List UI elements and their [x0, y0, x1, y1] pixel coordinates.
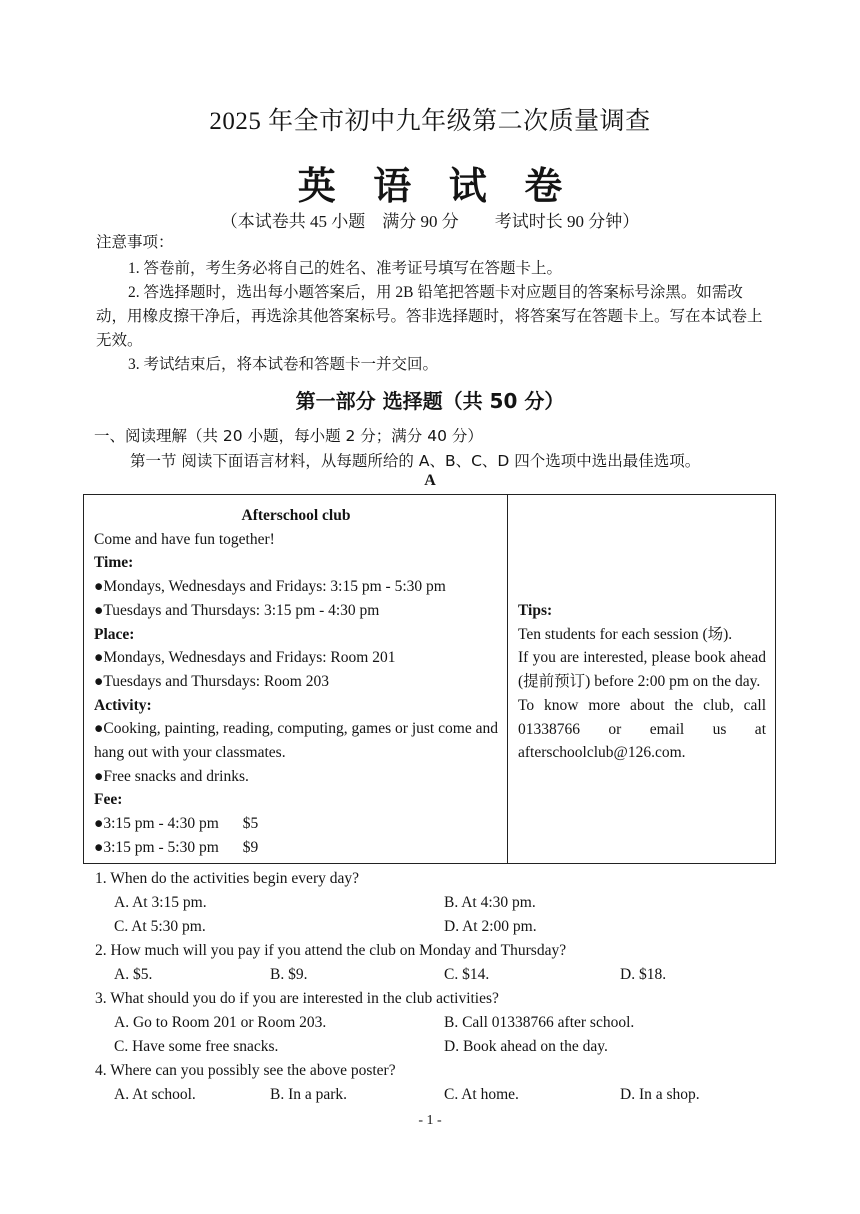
exam-info-questions: （本试卷共 45 小题 满分 90 分 [220, 212, 459, 231]
poster-main-panel [84, 495, 508, 863]
exam-info-time: 考试时长 90 分钟） [494, 212, 640, 231]
notice-item-3: 3. 考试结束后，将本试卷和答题卡一并交回。 [128, 356, 439, 373]
notice-item-2: 2. 答选择题时，选出每小题答案后，用 2B 铅笔把答题卡对应题目的答案标号涂黑。如需改动，用橡皮擦干净后，再选涂其他答案标号。答非选择题时，将答案写在答题卡上。写在本试卷上无效。 [96, 284, 763, 349]
question-4-stem: 4. Where can you possibly see the above poster? [95, 1062, 396, 1079]
page-number: - 1 - [418, 1113, 442, 1128]
question-2-option-b: B. $9. [270, 966, 308, 983]
exam-info [0, 207, 860, 232]
club-poster [83, 494, 776, 864]
question-1-option-b: B. At 4:30 pm. [444, 894, 536, 911]
question-4-option-a: A. At school. [114, 1086, 196, 1103]
question-1-option-c: C. At 5:30 pm. [114, 918, 206, 935]
question-1-option-a: A. At 3:15 pm. [114, 894, 207, 911]
fee-line-1 [94, 812, 498, 836]
subject-title: 英 语 试 卷 [297, 166, 577, 208]
question-3-option-c: C. Have some free snacks. [114, 1038, 279, 1055]
section-instruction: 第一节 阅读下面语言材料，从每题所给的 A、B、C、D 四个选项中选出最佳选项。 [130, 452, 701, 470]
poster-title: Afterschool club [241, 507, 351, 524]
fee-2-time: ●3:15 pm - 5:30 pm [94, 838, 219, 856]
time-line-2: ●Tuesdays and Thursdays: 3:15 pm - 4:30 pm [94, 601, 380, 619]
question-2-option-d: D. $18. [620, 966, 667, 983]
question-3-stem: 3. What should you do if you are interested in the club activities? [95, 990, 499, 1007]
exam-title: 2025 年全市初中九年级第二次质量调查 [209, 108, 651, 135]
section-heading: 一、阅读理解（共 20 小题，每小题 2 分；满分 40 分） [94, 427, 483, 445]
fee-1-time: ●3:15 pm - 4:30 pm [94, 815, 219, 833]
poster-tagline: Come and have fun together! [94, 530, 275, 548]
question-2-stem: 2. How much will you pay if you attend the club on Monday and Thursday? [95, 942, 567, 959]
question-3-option-d: D. Book ahead on the day. [444, 1038, 608, 1055]
activity-line-2: ●Free snacks and drinks. [94, 767, 249, 785]
activity-line-1: ●Cooking, painting, reading, computing, games or just come and hang out with your classmates. [94, 720, 498, 762]
tips-label: Tips: [518, 602, 553, 619]
question-4-option-d: D. In a shop. [620, 1086, 700, 1103]
place-label: Place: [94, 625, 135, 643]
place-line-1: ●Mondays, Wednesdays and Fridays: Room 201 [94, 649, 396, 667]
fee-line-2 [94, 836, 498, 860]
place-line-2: ●Tuesdays and Thursdays: Room 203 [94, 672, 329, 690]
question-4-option-c: C. At home. [444, 1086, 519, 1103]
tips-line-3: To know more about the club, call 01338766 or email us at afterschoolclub@126.com. [518, 696, 766, 762]
question-3-option-a: A. Go to Room 201 or Room 203. [114, 1014, 327, 1031]
tips-line-1: Ten students for each session (场). [518, 625, 733, 643]
part-1-title: 第一部分 选择题（共 50 分） [295, 389, 565, 413]
question-1-stem: 1. When do the activities begin every day? [95, 870, 359, 887]
fee-2-amount: $9 [242, 838, 259, 856]
time-line-1: ●Mondays, Wednesdays and Fridays: 3:15 pm - 5:30 pm [94, 578, 446, 596]
activity-label: Activity: [94, 696, 152, 714]
notice-heading: 注意事项： [96, 234, 174, 251]
fee-1-amount: $5 [242, 815, 259, 833]
tips-line-2: If you are interested, please book ahead (提前预订) before 2:00 pm on the day. [518, 649, 766, 691]
time-label: Time: [94, 554, 134, 572]
passage-letter: A [424, 472, 436, 489]
fee-label: Fee: [94, 791, 123, 809]
notice-item-1: 1. 答卷前，考生务必将自己的姓名、准考证号填写在答题卡上。 [128, 260, 563, 277]
question-2-option-c: C. $14. [444, 966, 490, 983]
poster-tips-panel [508, 495, 775, 863]
question-4-option-b: B. In a park. [270, 1086, 348, 1103]
question-2-option-a: A. $5. [114, 966, 153, 983]
question-1-option-d: D. At 2:00 pm. [444, 918, 537, 935]
question-3-option-b: B. Call 01338766 after school. [444, 1014, 635, 1031]
